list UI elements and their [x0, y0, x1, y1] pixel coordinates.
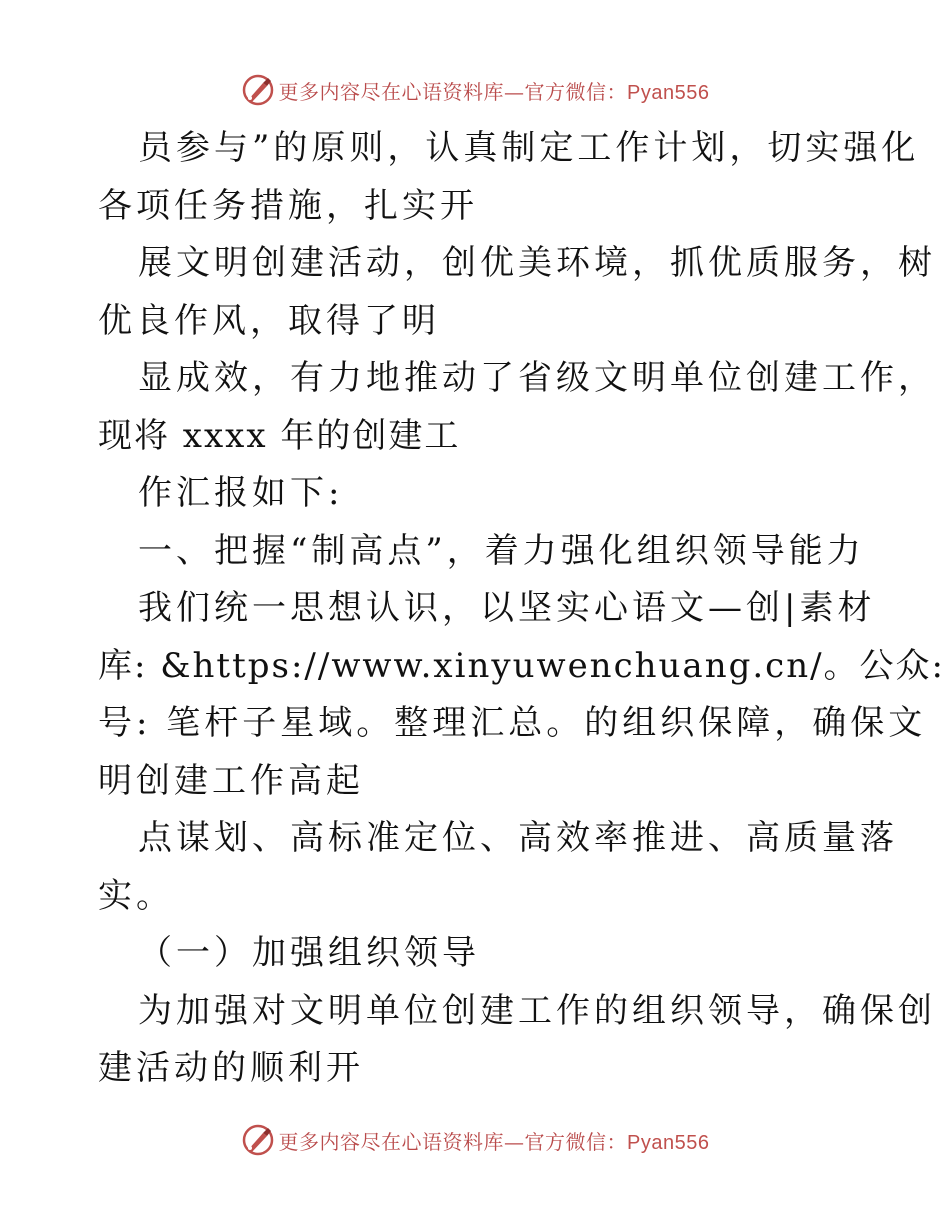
section-heading: 一、把握“制高点”，着力强化组织领导能力	[138, 530, 865, 571]
header-watermark-id: Pyan556	[627, 81, 710, 104]
text-line: 实。	[98, 875, 174, 916]
text-line: 建活动的顺利开	[98, 1048, 364, 1088]
header-watermark-label: 更多内容尽在心语资料库—官方微信：	[278, 79, 628, 104]
document-body	[98, 120, 946, 1098]
text-line: 作汇报如下:	[138, 473, 344, 513]
header-watermark-banner	[0, 70, 950, 110]
footer-watermark-text	[279, 1126, 710, 1155]
pen-logo-icon	[241, 1123, 275, 1157]
text-line: 优良作风，取得了明	[98, 300, 440, 341]
footer-watermark-id: Pyan556	[627, 1131, 710, 1154]
text-line: 我们统一思想认识，以坚实心语文—创|素材	[138, 588, 876, 628]
text-line: 现将 xxxx 年的创建工	[98, 415, 461, 456]
text-line: 号: 笔杆子星域。整理汇总。的组织保障，确保文	[98, 703, 927, 743]
text-line: 明创建工作高起	[98, 760, 364, 801]
text-line: 为加强对文明单位创建工作的组织领导，确保创	[138, 990, 936, 1031]
text-line: 显成效，有力地推动了省级文明单位创建工作，	[138, 358, 936, 398]
text-line: 展文明创建活动，创优美环境，抓优质服务，树	[138, 243, 936, 283]
text-line: 点谋划、高标准定位、高效率推进、高质量落	[138, 818, 898, 858]
footer-watermark-label: 更多内容尽在心语资料库—官方微信：	[278, 1129, 628, 1154]
subsection-heading: （一）加强组织领导	[138, 933, 480, 973]
footer-watermark-banner	[0, 1120, 950, 1160]
text-line: 库: &https://www.xinyuwenchuang.cn/。公众:	[98, 645, 946, 686]
header-watermark-text	[279, 76, 710, 105]
text-line: 员参与”的原则，认真制定工作计划，切实强化	[138, 128, 920, 168]
pen-logo-icon	[241, 73, 275, 107]
text-line: 各项任务措施，扎实开	[98, 185, 478, 226]
